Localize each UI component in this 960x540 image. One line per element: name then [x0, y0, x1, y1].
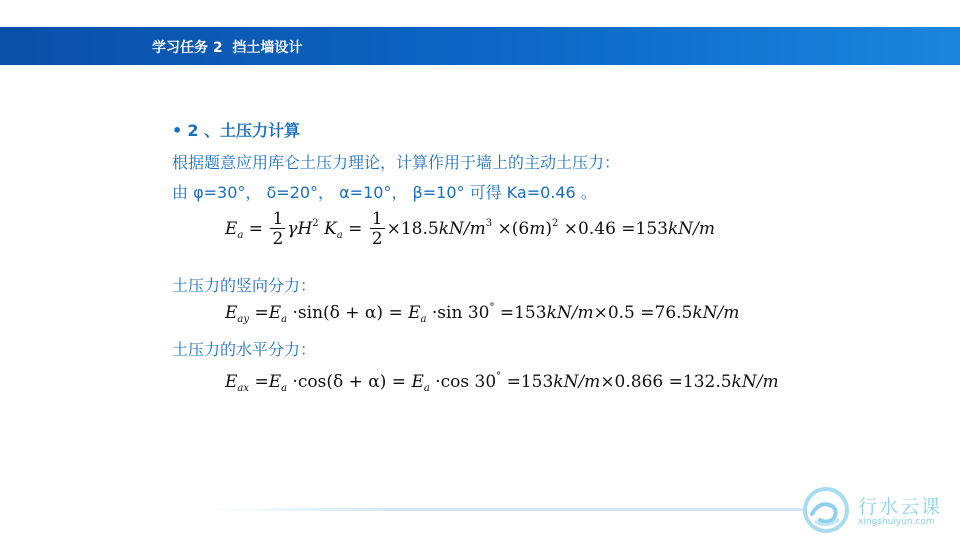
unit: m: [529, 219, 546, 239]
exponent: 2: [312, 218, 319, 229]
value: ×0.5 =76.5: [593, 303, 693, 323]
symbol-E: E: [411, 372, 424, 392]
parameters-line: 由 φ=30°， δ=20°， α=10°， β=10° 可得 Ka=0.46 。: [172, 183, 597, 202]
symbol-K: K: [324, 219, 337, 239]
symbol-E: E: [268, 303, 282, 323]
expression: ·sin(δ + α) =: [287, 303, 409, 323]
unit: kN/m: [668, 219, 716, 239]
value: =153: [501, 372, 554, 392]
numerator: 1: [272, 209, 284, 229]
value: ×0.866 =132.5: [600, 372, 732, 392]
sub-a: a: [281, 314, 288, 325]
value: ×(6: [497, 219, 530, 239]
degree: °: [489, 302, 495, 313]
horizontal-component-label: 土压力的水平分力：: [172, 340, 317, 359]
degree: °: [496, 371, 502, 382]
value: ×0.46 =153: [563, 219, 668, 239]
equals-sign: =: [248, 219, 264, 239]
bullet-marker: •: [172, 121, 183, 140]
denominator: 2: [272, 229, 284, 249]
theory-line: 根据题意应用库仑土压力理论，计算作用于墙上的主动土压力：: [172, 153, 621, 172]
footer-divider: [205, 508, 805, 511]
formula-horizontal-component: [225, 371, 779, 394]
unit: kN/m: [692, 303, 740, 323]
sub-a: a: [423, 383, 430, 394]
vertical-component-label: 土压力的竖向分力：: [172, 276, 317, 295]
paren: ): [545, 219, 553, 239]
expression: ·cos 30: [429, 372, 497, 392]
header-bar: [0, 27, 960, 65]
equals-sign: =: [348, 219, 363, 239]
formula-active-pressure: [225, 210, 715, 249]
equals-sign: =: [254, 303, 269, 323]
sub-ax: ax: [237, 383, 250, 394]
section-heading: [172, 118, 300, 141]
symbol-gamma: γ: [287, 219, 298, 239]
heading-text: 2 、土压力计算: [187, 121, 301, 140]
exponent: 3: [485, 218, 493, 229]
symbol-E: E: [225, 372, 238, 392]
sub-a: a: [281, 383, 288, 394]
fraction-half: [270, 210, 285, 249]
symbol-E: E: [408, 303, 421, 323]
sub-a: a: [237, 230, 244, 241]
value: ×18.5: [386, 219, 439, 239]
symbol-E: E: [225, 303, 238, 323]
unit: kN/m: [438, 219, 486, 239]
wave-logo-icon: [802, 486, 852, 534]
formula-vertical-component: [225, 302, 739, 325]
sub-a: a: [336, 230, 343, 241]
unit: kN/m: [546, 303, 594, 323]
value: =153: [494, 303, 547, 323]
unit: kN/m: [553, 372, 601, 392]
unit: kN/m: [731, 372, 779, 392]
equals-sign: =: [254, 372, 269, 392]
expression: ·sin 30: [426, 303, 490, 323]
numerator: 1: [371, 209, 383, 229]
symbol-H: H: [297, 219, 313, 239]
expression: ·cos(δ + α) =: [287, 372, 412, 392]
fraction-half: [370, 210, 385, 249]
sub-ay: ay: [237, 314, 250, 325]
symbol-E: E: [225, 219, 238, 239]
sub-a: a: [420, 314, 427, 325]
brand-logo: [802, 486, 952, 534]
logo-name: 行水云课: [858, 496, 943, 518]
exponent: 2: [552, 218, 559, 229]
header-title: 学习任务 2 挡土墙设计: [152, 40, 303, 56]
symbol-E: E: [268, 372, 282, 392]
logo-url: xingshuiyun.com: [858, 517, 935, 527]
denominator: 2: [371, 229, 383, 249]
